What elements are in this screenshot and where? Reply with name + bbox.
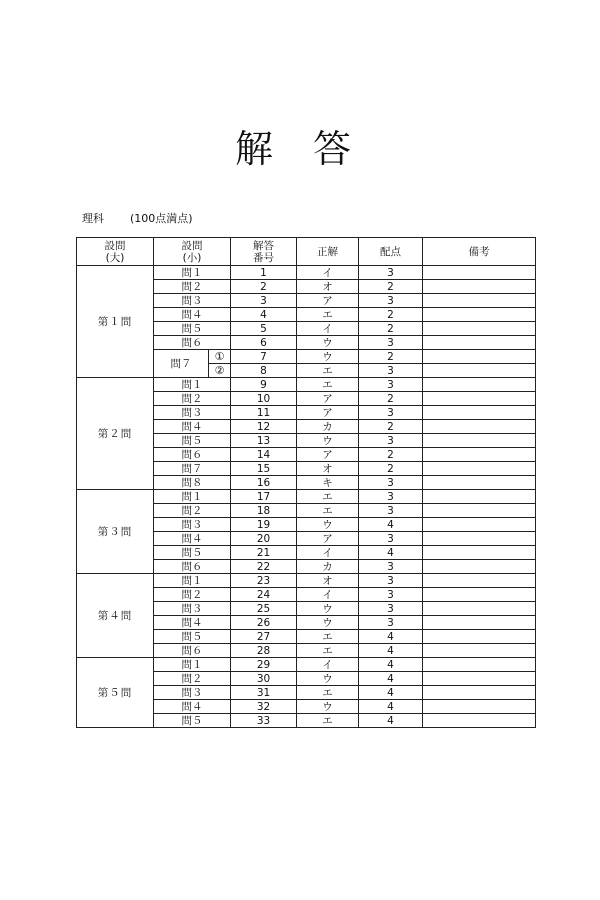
points-value: 4 xyxy=(359,518,423,532)
points-value: 3 xyxy=(359,406,423,420)
correct-answer: エ xyxy=(297,714,359,728)
notes-cell xyxy=(423,560,536,574)
sub-question: 問２ xyxy=(154,392,231,406)
sub-question: 問３ xyxy=(154,406,231,420)
sub-question: 問３ xyxy=(154,602,231,616)
notes-cell xyxy=(423,546,536,560)
section-label: 第４問 xyxy=(77,574,154,658)
header-minor-line1: 設問 xyxy=(181,239,203,252)
correct-answer: カ xyxy=(297,420,359,434)
points-value: 3 xyxy=(359,266,423,280)
header-correct: 正解 xyxy=(297,238,359,266)
points-value: 3 xyxy=(359,532,423,546)
subject-name: 理科 xyxy=(82,212,104,225)
answer-number: 22 xyxy=(231,560,297,574)
correct-answer: エ xyxy=(297,686,359,700)
section-label: 第３問 xyxy=(77,490,154,574)
notes-cell xyxy=(423,644,536,658)
notes-cell xyxy=(423,588,536,602)
correct-answer: ウ xyxy=(297,336,359,350)
notes-cell xyxy=(423,686,536,700)
notes-cell xyxy=(423,504,536,518)
answer-number: 30 xyxy=(231,672,297,686)
sub-question: 問５ xyxy=(154,630,231,644)
notes-cell xyxy=(423,616,536,630)
notes-cell xyxy=(423,336,536,350)
correct-answer: オ xyxy=(297,280,359,294)
answer-number: 8 xyxy=(231,364,297,378)
correct-answer: エ xyxy=(297,490,359,504)
section-label: 第１問 xyxy=(77,266,154,378)
header-major xyxy=(77,238,154,266)
correct-answer: イ xyxy=(297,322,359,336)
answer-number: 24 xyxy=(231,588,297,602)
notes-cell xyxy=(423,350,536,364)
notes-cell xyxy=(423,574,536,588)
points-value: 2 xyxy=(359,420,423,434)
points-value: 3 xyxy=(359,602,423,616)
points-value: 3 xyxy=(359,378,423,392)
points-value: 3 xyxy=(359,616,423,630)
notes-cell xyxy=(423,434,536,448)
header-points: 配点 xyxy=(359,238,423,266)
sub-question: 問２ xyxy=(154,588,231,602)
correct-answer: イ xyxy=(297,266,359,280)
table-row xyxy=(77,378,536,392)
points-value: 4 xyxy=(359,672,423,686)
table-row xyxy=(77,574,536,588)
correct-answer: イ xyxy=(297,588,359,602)
answer-number: 5 xyxy=(231,322,297,336)
answer-number: 7 xyxy=(231,350,297,364)
correct-answer: イ xyxy=(297,546,359,560)
answer-number: 26 xyxy=(231,616,297,630)
points-value: 4 xyxy=(359,686,423,700)
notes-cell xyxy=(423,294,536,308)
correct-answer: ウ xyxy=(297,616,359,630)
points-value: 3 xyxy=(359,560,423,574)
correct-answer: カ xyxy=(297,560,359,574)
correct-answer: ア xyxy=(297,448,359,462)
correct-answer: オ xyxy=(297,462,359,476)
notes-cell xyxy=(423,322,536,336)
notes-cell xyxy=(423,406,536,420)
points-value: 3 xyxy=(359,574,423,588)
answer-number: 18 xyxy=(231,504,297,518)
sub-question: 問５ xyxy=(154,546,231,560)
sub-question: 問２ xyxy=(154,504,231,518)
answer-number: 3 xyxy=(231,294,297,308)
answer-number: 32 xyxy=(231,700,297,714)
notes-cell xyxy=(423,476,536,490)
sub-question: 問３ xyxy=(154,686,231,700)
correct-answer: オ xyxy=(297,574,359,588)
correct-answer: ア xyxy=(297,294,359,308)
answer-number: 10 xyxy=(231,392,297,406)
total-points: (100点満点) xyxy=(130,212,193,225)
correct-answer: ウ xyxy=(297,602,359,616)
answer-number: 27 xyxy=(231,630,297,644)
sub-question: 問７ xyxy=(154,350,209,378)
sub-question: 問１ xyxy=(154,574,231,588)
notes-cell xyxy=(423,448,536,462)
points-value: 3 xyxy=(359,476,423,490)
subject-line xyxy=(82,210,219,226)
sub-question: 問４ xyxy=(154,420,231,434)
correct-answer: ア xyxy=(297,532,359,546)
points-value: 2 xyxy=(359,280,423,294)
points-value: 2 xyxy=(359,350,423,364)
table-row xyxy=(77,266,536,280)
answer-number: 12 xyxy=(231,420,297,434)
answer-number: 1 xyxy=(231,266,297,280)
answer-number: 29 xyxy=(231,658,297,672)
sub-question: 問１ xyxy=(154,266,231,280)
notes-cell xyxy=(423,364,536,378)
sub-question: 問６ xyxy=(154,644,231,658)
notes-cell xyxy=(423,700,536,714)
answer-number: 11 xyxy=(231,406,297,420)
points-value: 2 xyxy=(359,322,423,336)
notes-cell xyxy=(423,378,536,392)
sub-question: 問１ xyxy=(154,658,231,672)
points-value: 4 xyxy=(359,658,423,672)
header-minor xyxy=(154,238,231,266)
answer-number: 13 xyxy=(231,434,297,448)
answer-number: 14 xyxy=(231,448,297,462)
answer-number: 25 xyxy=(231,602,297,616)
section-label: 第５問 xyxy=(77,658,154,728)
answer-number: 20 xyxy=(231,532,297,546)
sub-question: 問８ xyxy=(154,476,231,490)
points-value: 4 xyxy=(359,700,423,714)
answer-number: 28 xyxy=(231,644,297,658)
correct-answer: ウ xyxy=(297,672,359,686)
notes-cell xyxy=(423,420,536,434)
sub-question: 問５ xyxy=(154,434,231,448)
points-value: 2 xyxy=(359,448,423,462)
notes-cell xyxy=(423,280,536,294)
points-value: 3 xyxy=(359,364,423,378)
header-major-line1: 設問 xyxy=(104,239,126,252)
correct-answer: ウ xyxy=(297,434,359,448)
answer-number: 2 xyxy=(231,280,297,294)
section-label: 第２問 xyxy=(77,378,154,490)
answer-number: 23 xyxy=(231,574,297,588)
notes-cell xyxy=(423,714,536,728)
points-value: 2 xyxy=(359,392,423,406)
answer-body xyxy=(77,266,536,728)
notes-cell xyxy=(423,266,536,280)
header-major-line2: (大) xyxy=(105,251,125,264)
sub-question: 問６ xyxy=(154,336,231,350)
header-row xyxy=(77,238,536,266)
points-value: 3 xyxy=(359,294,423,308)
points-value: 3 xyxy=(359,504,423,518)
points-value: 4 xyxy=(359,644,423,658)
answer-number: 6 xyxy=(231,336,297,350)
correct-answer: エ xyxy=(297,378,359,392)
notes-cell xyxy=(423,672,536,686)
correct-answer: エ xyxy=(297,644,359,658)
answer-number: 9 xyxy=(231,378,297,392)
correct-answer: エ xyxy=(297,308,359,322)
points-value: 3 xyxy=(359,490,423,504)
header-notes: 備考 xyxy=(423,238,536,266)
sub-question: 問１ xyxy=(154,490,231,504)
correct-answer: エ xyxy=(297,364,359,378)
notes-cell xyxy=(423,518,536,532)
sub-question-part: ① xyxy=(209,350,231,364)
answer-number: 17 xyxy=(231,490,297,504)
correct-answer: ア xyxy=(297,406,359,420)
points-value: 4 xyxy=(359,714,423,728)
header-answer-no xyxy=(231,238,297,266)
header-answer-no-line1: 解答 xyxy=(253,239,274,252)
points-value: 4 xyxy=(359,630,423,644)
correct-answer: キ xyxy=(297,476,359,490)
sub-question: 問７ xyxy=(154,462,231,476)
notes-cell xyxy=(423,658,536,672)
header-minor-line2: (小) xyxy=(182,251,202,264)
points-value: 3 xyxy=(359,434,423,448)
points-value: 4 xyxy=(359,546,423,560)
sub-question: 問６ xyxy=(154,560,231,574)
table-row xyxy=(77,658,536,672)
sub-question: 問４ xyxy=(154,532,231,546)
correct-answer: イ xyxy=(297,658,359,672)
correct-answer: ア xyxy=(297,392,359,406)
answer-number: 4 xyxy=(231,308,297,322)
answer-number: 33 xyxy=(231,714,297,728)
sub-question: 問２ xyxy=(154,672,231,686)
answer-number: 31 xyxy=(231,686,297,700)
answer-number: 16 xyxy=(231,476,297,490)
notes-cell xyxy=(423,602,536,616)
notes-cell xyxy=(423,392,536,406)
points-value: 3 xyxy=(359,336,423,350)
correct-answer: ウ xyxy=(297,518,359,532)
sub-question: 問４ xyxy=(154,308,231,322)
sub-question: 問６ xyxy=(154,448,231,462)
points-value: 2 xyxy=(359,308,423,322)
sub-question: 問３ xyxy=(154,518,231,532)
answer-number: 15 xyxy=(231,462,297,476)
correct-answer: エ xyxy=(297,630,359,644)
page-title: 解 答 xyxy=(234,127,366,171)
notes-cell xyxy=(423,308,536,322)
sub-question: 問１ xyxy=(154,378,231,392)
header-answer-no-line2: 番号 xyxy=(253,251,274,264)
sub-question: 問３ xyxy=(154,294,231,308)
table-row xyxy=(77,490,536,504)
points-value: 2 xyxy=(359,462,423,476)
sub-question-part: ② xyxy=(209,364,231,378)
answer-number: 21 xyxy=(231,546,297,560)
notes-cell xyxy=(423,532,536,546)
sub-question: 問５ xyxy=(154,714,231,728)
notes-cell xyxy=(423,630,536,644)
notes-cell xyxy=(423,462,536,476)
sub-question: 問４ xyxy=(154,616,231,630)
sub-question: 問４ xyxy=(154,700,231,714)
correct-answer: エ xyxy=(297,504,359,518)
notes-cell xyxy=(423,490,536,504)
points-value: 3 xyxy=(359,588,423,602)
sub-question: 問５ xyxy=(154,322,231,336)
sub-question: 問２ xyxy=(154,280,231,294)
answer-table xyxy=(76,237,536,728)
correct-answer: ウ xyxy=(297,350,359,364)
answer-number: 19 xyxy=(231,518,297,532)
correct-answer: ウ xyxy=(297,700,359,714)
